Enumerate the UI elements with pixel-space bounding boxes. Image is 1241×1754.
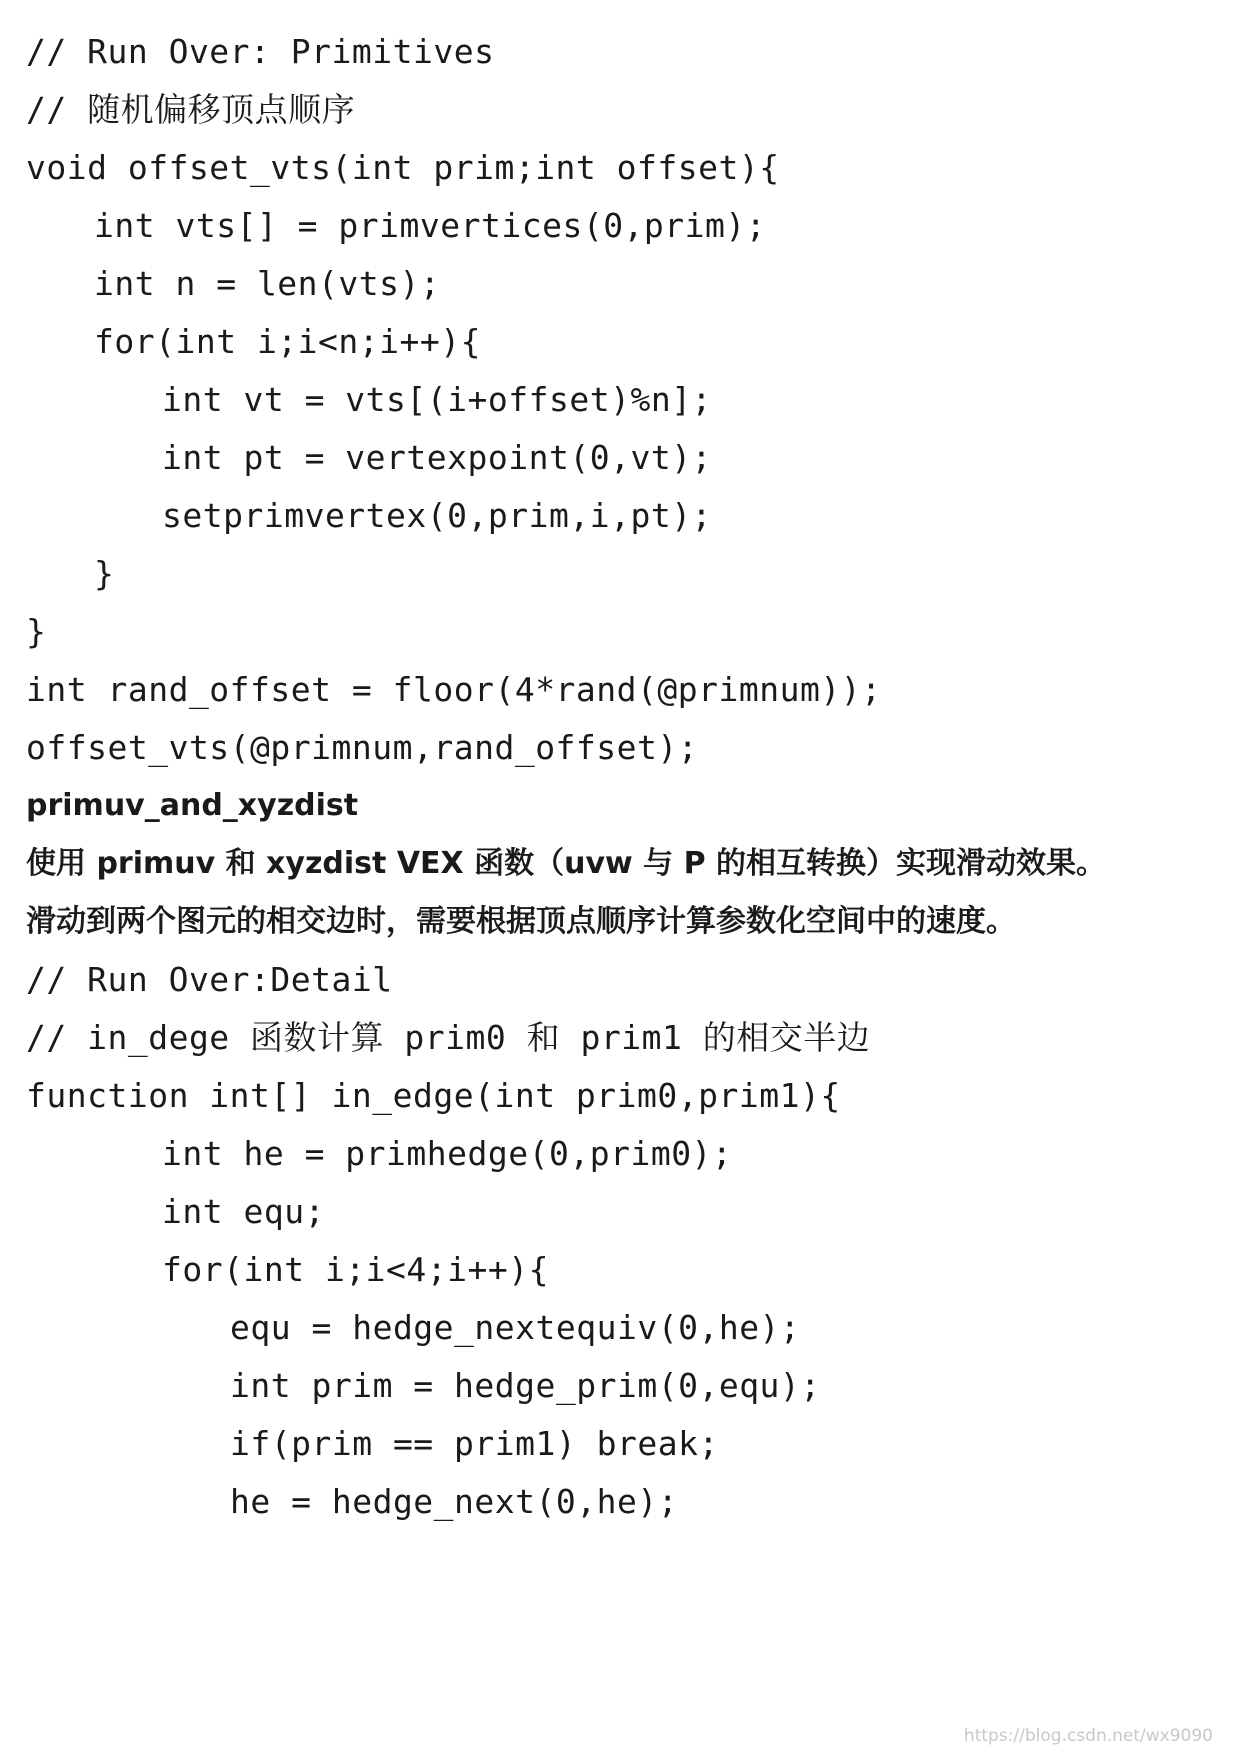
code-line: int n = len(vts); (94, 264, 441, 303)
code-line: if(prim == prim1) break; (230, 1424, 719, 1463)
code-line: for(int i;i<4;i++){ (162, 1250, 549, 1289)
code-line: equ = hedge_nextequiv(0,he); (230, 1308, 801, 1347)
code-line: int vt = vts[(i+offset)%n]; (162, 380, 712, 419)
watermark: https://blog.csdn.net/wx9090 (963, 1726, 1213, 1746)
code-line: function int[] in_edge(int prim0,prim1){ (26, 1076, 841, 1115)
code-line: offset_vts(@primnum,rand_offset); (26, 728, 699, 767)
paragraph-line: 滑动到两个图元的相交边时，需要根据顶点顺序计算参数化空间中的速度。 (26, 904, 1016, 939)
code-line: he = hedge_next(0,he); (230, 1482, 679, 1521)
code-line: for(int i;i<n;i++){ (94, 322, 481, 361)
code-line: int equ; (162, 1192, 325, 1231)
code-comment: // 随机偏移顶点顺序 (26, 90, 356, 129)
code-line: int vts[] = primvertices(0,prim); (94, 206, 767, 245)
code-line: int rand_offset = floor(4*rand(@primnum)); (26, 670, 882, 709)
code-line: int prim = hedge_prim(0,equ); (230, 1366, 821, 1405)
code-line: int pt = vertexpoint(0,vt); (162, 438, 712, 477)
code-line: int he = primhedge(0,prim0); (162, 1134, 733, 1173)
code-line: setprimvertex(0,prim,i,pt); (162, 496, 712, 535)
code-line: } (94, 554, 115, 593)
code-comment: // in_dege 函数计算 prim0 和 prim1 的相交半边 (26, 1018, 871, 1057)
code-line: } (26, 612, 47, 651)
section-heading: primuv_and_xyzdist (26, 788, 359, 823)
code-comment: // Run Over:Detail (26, 960, 393, 999)
code-line: void offset_vts(int prim;int offset){ (26, 148, 780, 187)
paragraph-line: 使用 primuv 和 xyzdist VEX 函数（uvw 与 P 的相互转换）实现滑动效果。 (26, 846, 1107, 881)
code-comment: // Run Over: Primitives (26, 32, 495, 71)
